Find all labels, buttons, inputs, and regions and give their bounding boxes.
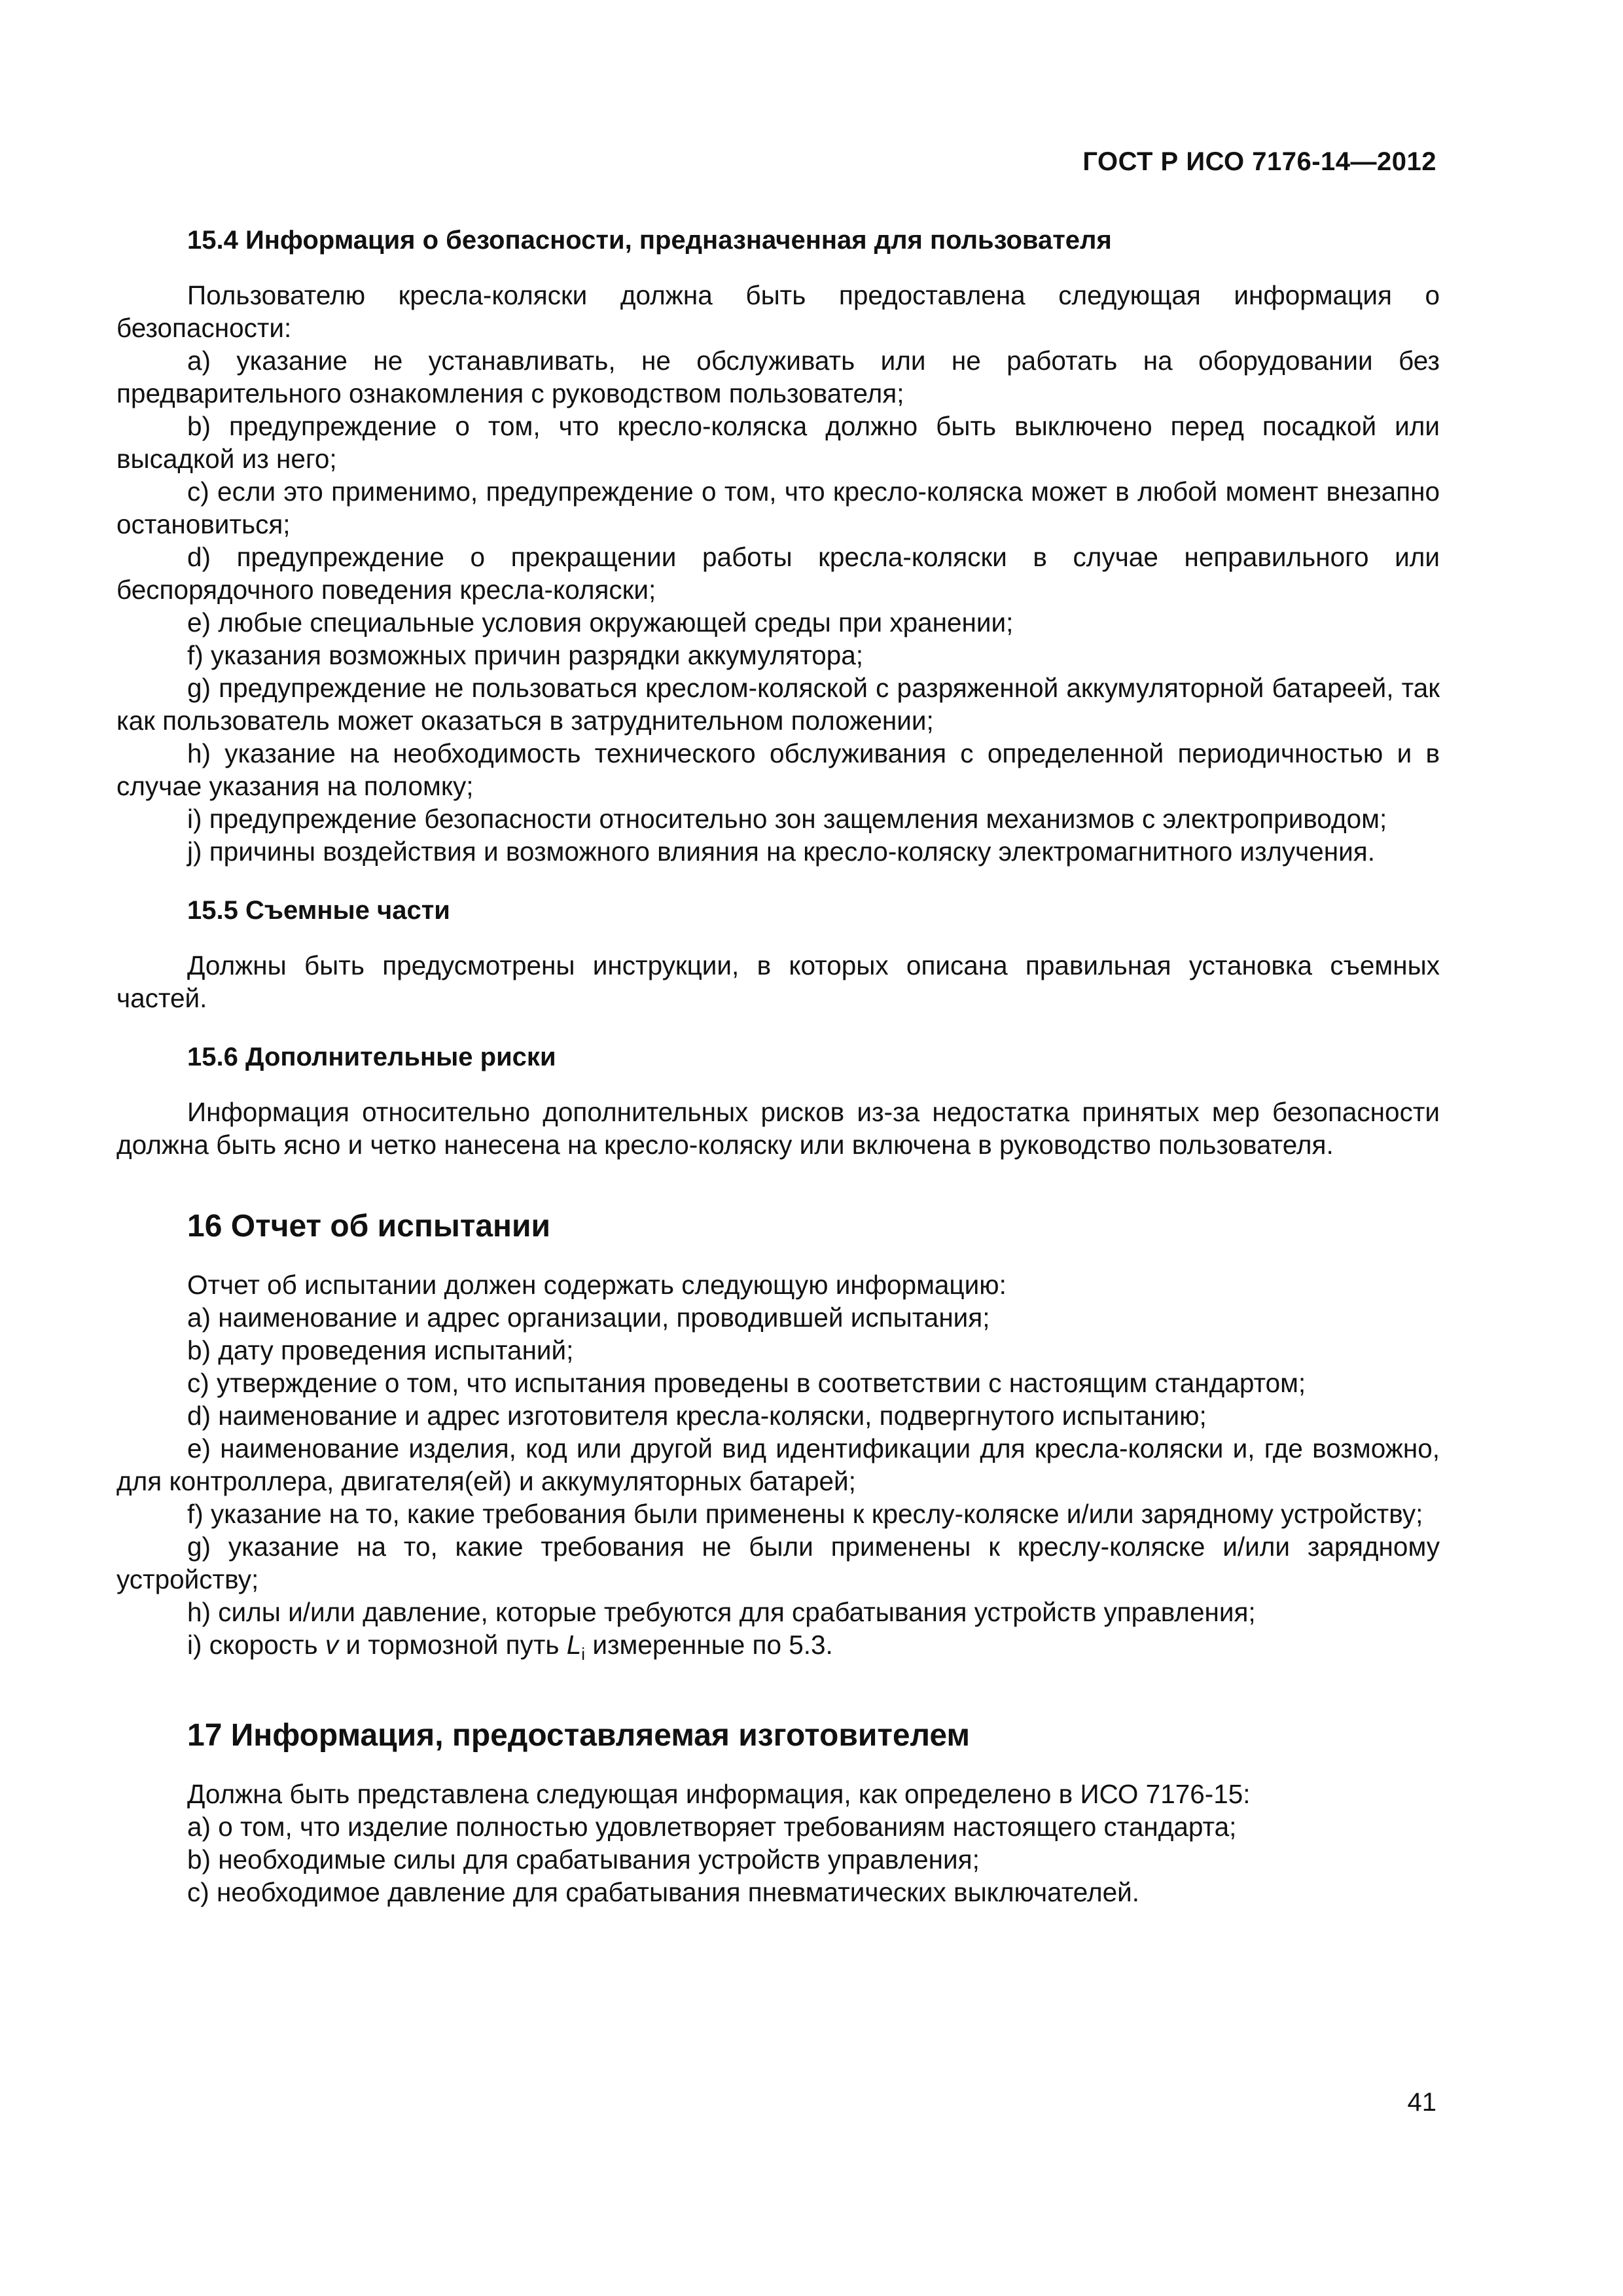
list-item: b) необходимые силы для срабатывания устройств управления;	[187, 1844, 980, 1875]
standard-header: ГОСТ Р ИСО 7176-14—2012	[1082, 147, 1436, 176]
list-item: f) указания возможных причин разрядки аккумулятора;	[187, 640, 864, 670]
list-item: c) необходимое давление для срабатывания пневматических выключателей.	[187, 1877, 1140, 1908]
item-i-suffix: измеренные по 5.3.	[585, 1630, 833, 1660]
section-15-6-text: Информация относительно дополнительных рисков из-за недостатка принятых мер безопасности должна быть ясно и четко нанесена на кресло-коляску или включена в руководство пользователя.	[116, 1097, 1440, 1160]
list-item-speed-braking	[116, 1628, 1440, 1670]
symbol-l-subscript: i	[581, 1644, 586, 1664]
list-item: a) наименование и адрес организации, проводившей испытания;	[187, 1302, 990, 1333]
list-item: h) указание на необходимость технического обслуживания с определенной периодичностью и в случае указания на поломку;	[116, 738, 1440, 801]
list-item: c) если это применимо, предупреждение о том, что кресло-коляска может в любой момент внезапно остановиться;	[116, 476, 1440, 539]
list-item: b) дату проведения испытаний;	[187, 1335, 574, 1365]
page-number: 41	[1407, 2088, 1436, 2117]
symbol-l: $L_i$	[566, 1630, 586, 1664]
section-15-6-heading: 15.6 Дополнительные риски	[187, 1043, 556, 1071]
section-17-intro: Должна быть представлена следующая информация, как определено в ИСО 7176-15:	[187, 1779, 1251, 1810]
list-item: g) предупреждение не пользоваться креслом-коляской с разряженной аккумуляторной батареей, так как пользователь может оказаться в затруднительном положении;	[116, 673, 1440, 736]
list-item: j) причины воздействия и возможного влияния на кресло-коляску электромагнитного излучения.	[187, 836, 1375, 867]
list-item: g) указание на то, какие требования не были применены к креслу-коляске и/или зарядному устройству;	[116, 1532, 1440, 1594]
section-15-5-text: Должны быть предусмотрены инструкции, в которых описана правильная установка съемных частей.	[116, 950, 1440, 1013]
section-17-heading: 17 Информация, предоставляемая изготовителем	[187, 1718, 970, 1753]
list-item: d) наименование и адрес изготовителя кресла-коляски, подвергнутого испытанию;	[187, 1401, 1207, 1431]
symbol-v: v	[325, 1630, 339, 1660]
list-item: c) утверждение о том, что испытания проведены в соответствии с настоящим стандартом;	[187, 1368, 1306, 1398]
list-item: b) предупреждение о том, что кресло-коляска должно быть выключено перед посадкой или высадкой из него;	[116, 411, 1440, 474]
list-item: e) любые специальные условия окружающей среды при хранении;	[187, 607, 1014, 637]
document-body	[116, 224, 1440, 1909]
list-item: i) предупреждение безопасности относительно зон защемления механизмов с электроприводом;	[187, 804, 1387, 834]
list-item: e) наименование изделия, код или другой вид идентификации для кресла-коляски и, где возможно, для контроллера, двигателя(ей) и аккумуляторных батарей;	[116, 1433, 1440, 1496]
section-15-5-heading: 15.5 Съемные части	[187, 896, 450, 925]
item-i-prefix: i) скорость	[187, 1630, 325, 1660]
list-item: a) о том, что изделие полностью удовлетворяет требованиям настоящего стандарта;	[187, 1812, 1237, 1842]
list-item: d) предупреждение о прекращении работы кресла-коляски в случае неправильного или беспорядочного поведения кресла-коляски;	[116, 542, 1440, 605]
section-16-heading: 16 Отчет об испытании	[187, 1209, 551, 1244]
section-16-intro: Отчет об испытании должен содержать следующую информацию:	[187, 1270, 1007, 1300]
list-item: h) силы и/или давление, которые требуются для срабатывания устройств управления;	[187, 1597, 1256, 1627]
section-15-4-heading: 15.4 Информация о безопасности, предназначенная для пользователя	[187, 226, 1112, 255]
item-i-middle: и тормозной путь	[338, 1630, 567, 1660]
list-item: a) указание не устанавливать, не обслуживать или не работать на оборудовании без предварительного ознакомления с руководством пользователя;	[116, 346, 1440, 408]
section-15-4-intro: Пользователю кресла-коляски должна быть предоставлена следующая информация о безопасности:	[116, 280, 1440, 343]
list-item: f) указание на то, какие требования были применены к креслу-коляске и/или зарядному устройству;	[187, 1499, 1423, 1529]
